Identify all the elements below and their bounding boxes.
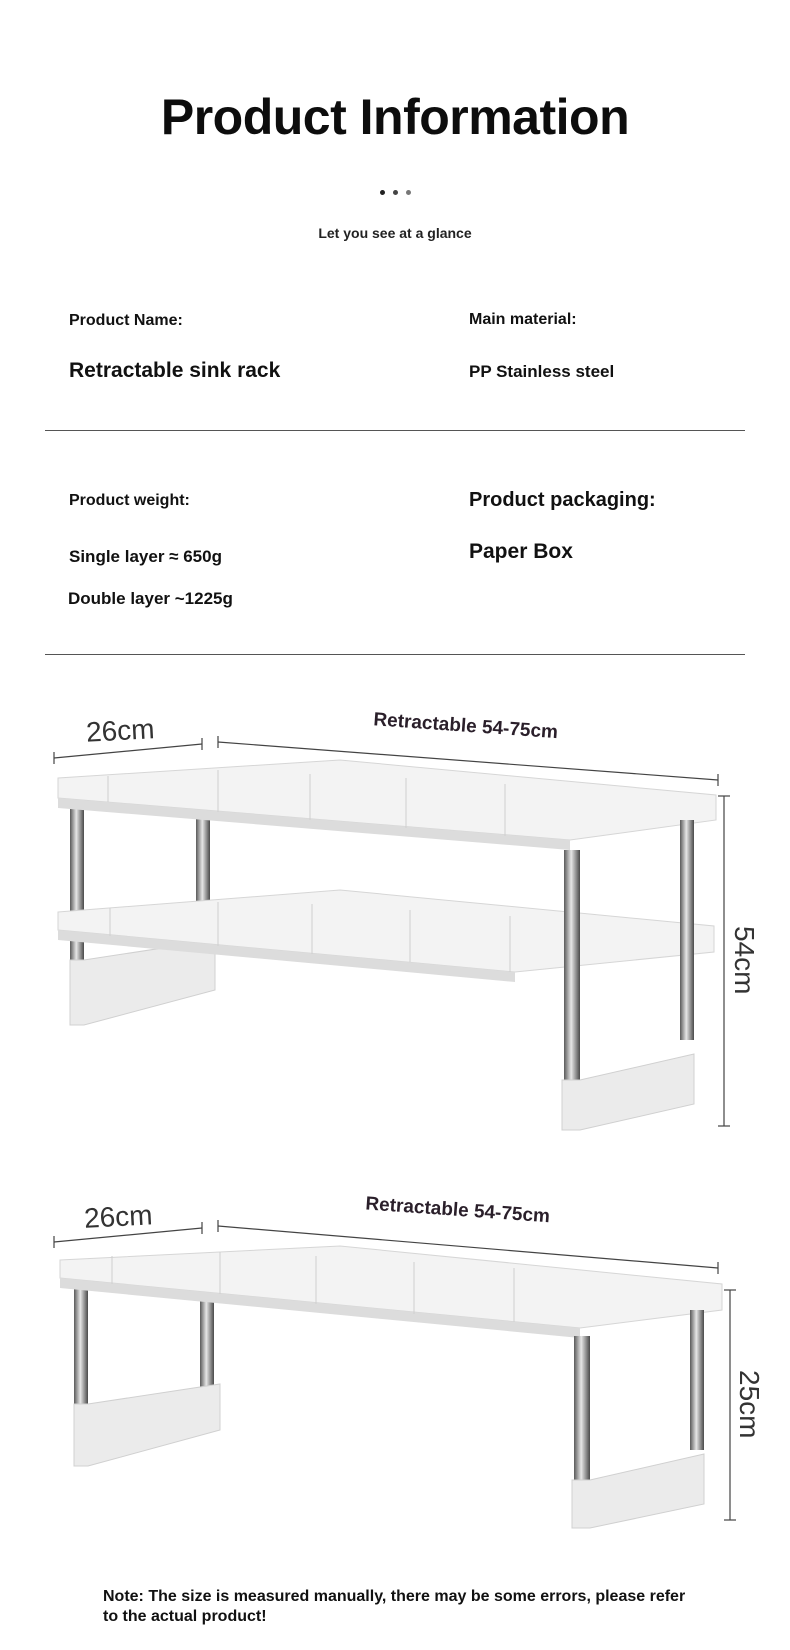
leg xyxy=(70,790,84,980)
depth-label: 26cm xyxy=(83,1199,154,1234)
product-weight-label: Product weight: xyxy=(69,492,190,509)
length-label: Retractable 54-75cm xyxy=(372,709,559,744)
decorative-dots xyxy=(0,182,790,200)
foot xyxy=(74,1384,220,1466)
length-label: Retractable 54-75cm xyxy=(364,1193,551,1228)
height-label: 25cm xyxy=(734,1370,765,1439)
leg xyxy=(680,820,694,1040)
divider-2 xyxy=(45,654,745,655)
page-title: Product Information xyxy=(160,89,630,145)
leg xyxy=(690,1310,704,1450)
weight-single-layer: Single layer ≈ 650g xyxy=(69,547,222,566)
dot-2 xyxy=(393,190,398,195)
depth-label: 26cm xyxy=(85,713,156,748)
product-name-value: Retractable sink rack xyxy=(69,359,281,382)
main-material-label: Main material: xyxy=(469,311,577,328)
dot-1 xyxy=(380,190,385,195)
product-packaging-value: Paper Box xyxy=(469,540,573,563)
page-subtitle: Let you see at a glance xyxy=(318,225,472,241)
foot xyxy=(562,1054,694,1130)
product-packaging-label: Product packaging: xyxy=(469,489,656,511)
height-label: 54cm xyxy=(729,926,760,995)
height-dimension-line xyxy=(718,796,730,1126)
divider-1 xyxy=(45,430,745,431)
leg xyxy=(564,850,580,1100)
measurement-note: Note: The size is measured manually, there may be some errors, please refer to the actual product! xyxy=(103,1588,686,1625)
main-material-value: PP Stainless steel xyxy=(469,362,615,381)
foot xyxy=(70,940,215,1025)
foot xyxy=(572,1454,704,1528)
product-name-label: Product Name: xyxy=(69,312,183,329)
dot-3 xyxy=(406,190,411,195)
leg xyxy=(574,1336,590,1496)
leg xyxy=(74,1272,88,1422)
double-layer-rack-diagram xyxy=(0,690,790,1170)
weight-double-layer: Double layer ~1225g xyxy=(68,589,233,608)
single-layer-rack-diagram xyxy=(0,1180,790,1560)
